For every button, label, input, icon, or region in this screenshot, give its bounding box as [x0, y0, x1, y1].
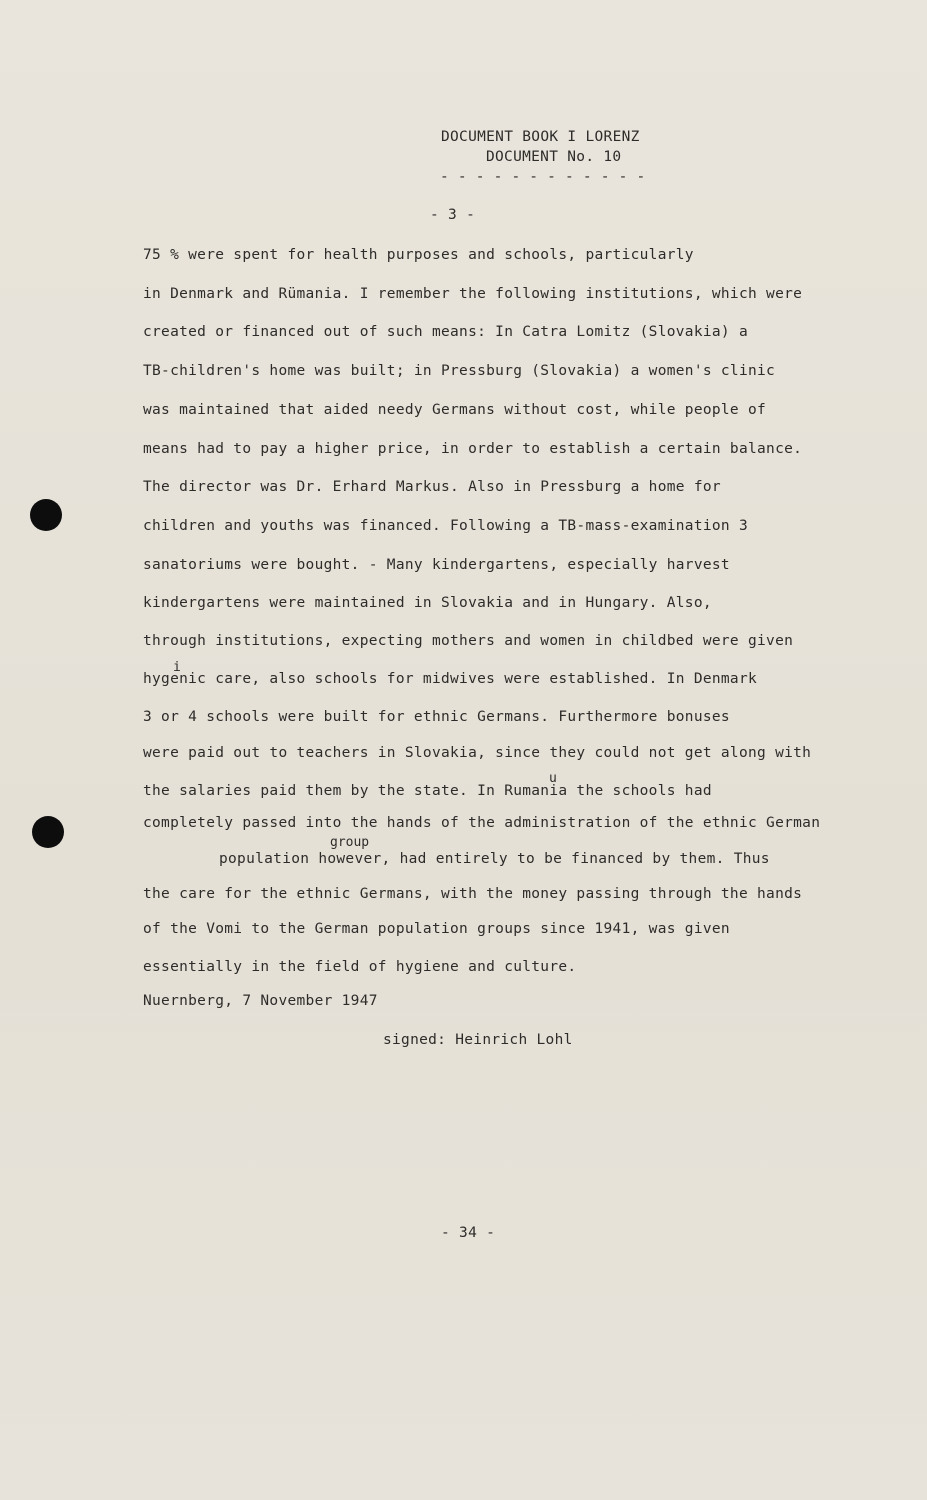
- punch-hole-lower: [32, 816, 64, 848]
- footer-page-number: - 34 -: [441, 1225, 496, 1241]
- body-line: hygenic care, also schools for midwives were established. In Denmark: [143, 671, 758, 687]
- body-line: children and youths was financed. Following a TB-mass-examination 3: [143, 518, 748, 534]
- body-line: The director was Dr. Erhard Markus. Also in Pressburg a home for: [143, 479, 721, 495]
- handwritten-insertion: u: [549, 771, 557, 786]
- body-line: TB-children's home was built; in Pressburg (Slovakia) a women's clinic: [143, 363, 776, 379]
- signature-line: signed: Heinrich Lohl: [383, 1032, 573, 1048]
- body-line: created or financed out of such means: In Catra Lomitz (Slovakia) a: [143, 324, 748, 340]
- handwritten-insertion: group: [330, 835, 370, 850]
- body-line: 75 % were spent for health purposes and schools, particularly: [143, 247, 694, 263]
- place-date: Nuernberg, 7 November 1947: [143, 993, 378, 1009]
- body-line: through institutions, expecting mothers and women in childbed were given: [143, 633, 794, 649]
- header-rule: - - - - - - - - - - - -: [440, 169, 646, 185]
- body-line: the salaries paid them by the state. In Rumania the schools had: [143, 783, 712, 799]
- body-line: sanatoriums were bought. - Many kindergartens, especially harvest: [143, 557, 730, 573]
- body-line: completely passed into the hands of the administration of the ethnic German: [143, 815, 821, 831]
- body-line: of the Vomi to the German population groups since 1941, was given: [143, 921, 730, 937]
- body-line: kindergartens were maintained in Slovakia and in Hungary. Also,: [143, 595, 712, 611]
- body-line: means had to pay a higher price, in order to establish a certain balance.: [143, 441, 803, 457]
- page-marker: - 3 -: [430, 207, 476, 223]
- header-line-1: DOCUMENT BOOK I LORENZ: [441, 129, 640, 145]
- handwritten-insertion: i: [173, 660, 181, 675]
- body-line: was maintained that aided needy Germans without cost, while people of: [143, 402, 767, 418]
- body-line: in Denmark and Rümania. I remember the following institutions, which were: [143, 286, 803, 302]
- body-line: the care for the ethnic Germans, with the money passing through the hands: [143, 886, 803, 902]
- body-line: 3 or 4 schools were built for ethnic Germans. Furthermore bonuses: [143, 709, 730, 725]
- header-line-2: DOCUMENT No. 10: [486, 149, 622, 165]
- punch-hole-upper: [30, 499, 62, 531]
- body-line: were paid out to teachers in Slovakia, since they could not get along with: [143, 745, 812, 761]
- body-line: population however, had entirely to be financed by them. Thus: [219, 851, 770, 867]
- body-line: essentially in the field of hygiene and culture.: [143, 959, 577, 975]
